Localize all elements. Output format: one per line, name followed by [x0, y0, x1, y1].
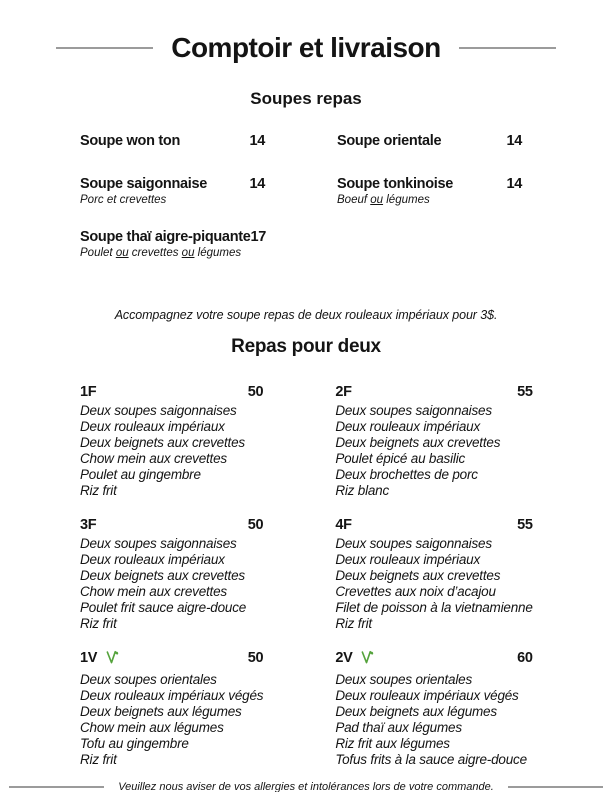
- combo-item: Chow mein aux crevettes: [80, 451, 227, 466]
- soup-item: [80, 229, 265, 260]
- combo-item: Poulet épicé au basilic: [335, 451, 466, 466]
- soup-item-row: [80, 133, 265, 149]
- combo-item: Deux beignets aux crevettes: [335, 568, 501, 583]
- soup-price: 14: [249, 176, 265, 192]
- combo-item: Deux beignets aux crevettes: [80, 568, 245, 583]
- combo-item: Deux rouleaux impériaux: [80, 419, 225, 434]
- combo-item: Deux soupes saigonnaises: [80, 403, 237, 418]
- combo-item: Filet de poisson à la vietnamienne: [335, 600, 533, 615]
- combo-item: Pad thaï aux légumes: [335, 720, 462, 735]
- combo-block-2v: [335, 650, 532, 768]
- soup-name: Soupe won ton: [80, 133, 181, 149]
- combo-item: Deux soupes orientales: [80, 672, 217, 687]
- combo-code: 4F: [335, 517, 352, 533]
- combo-item: Riz blanc: [335, 483, 390, 498]
- combo-header: [335, 384, 532, 401]
- soups-grid: [0, 133, 612, 282]
- combo-item: Deux soupes saigonnaises: [335, 403, 492, 418]
- combo-item: Deux beignets aux légumes: [335, 704, 497, 719]
- veg-sprout-icon: [104, 649, 119, 670]
- combo-code-wrap: [80, 650, 119, 670]
- combo-price: 55: [517, 384, 533, 400]
- soup-name: Soupe thaï aigre-piquante: [80, 229, 251, 245]
- soup-price: 17: [250, 229, 267, 245]
- soup-description: Poulet ou crevettes ou légumes: [80, 247, 242, 259]
- combo-item: Deux rouleaux impériaux: [80, 552, 225, 567]
- veg-sprout-icon: [359, 649, 374, 670]
- combo-price: 60: [517, 650, 533, 666]
- combo-item: Deux rouleaux impériaux: [335, 552, 481, 567]
- combo-code: 2F: [335, 384, 352, 400]
- combo-code: 1F: [80, 384, 97, 400]
- combo-item: Deux brochettes de porc: [335, 467, 478, 482]
- combo-block-4f: [335, 517, 532, 632]
- combo-code-wrap: [80, 384, 96, 401]
- combo-header: [335, 650, 532, 670]
- combo-item: Deux beignets aux crevettes: [80, 435, 245, 450]
- combo-item: Riz frit aux légumes: [335, 736, 450, 751]
- combo-item: Deux rouleaux impériaux végés: [80, 688, 264, 703]
- combo-item: Riz frit: [80, 752, 117, 767]
- combo-block-2f: [335, 384, 532, 499]
- combos-section-heading: Repas pour deux: [231, 336, 381, 357]
- combos-grid: [0, 384, 612, 768]
- combo-price: 50: [247, 650, 264, 666]
- soup-name: Soupe saigonnaise: [80, 176, 208, 192]
- soup-description: Porc et crevettes: [80, 194, 167, 206]
- combo-header: [80, 650, 263, 670]
- soup-item-row: [80, 229, 265, 245]
- combo-block-1f: [80, 384, 263, 499]
- combo-code: 1V: [80, 650, 98, 666]
- soup-price: 14: [249, 133, 265, 149]
- combo-item: Deux beignets aux légumes: [80, 704, 242, 719]
- combo-code: 3F: [80, 517, 97, 533]
- combo-item: Tofu au gingembre: [80, 736, 189, 751]
- combo-item: Deux rouleaux impériaux végés: [335, 688, 519, 703]
- soup-item-row: [80, 176, 265, 192]
- combo-item: Riz frit: [80, 616, 117, 631]
- soup-item-row: [337, 133, 522, 149]
- combo-header: [335, 517, 532, 534]
- soup-item: [337, 133, 522, 149]
- soup-item: [80, 133, 265, 149]
- soups-column-1: [80, 133, 265, 282]
- menu-header: [0, 0, 612, 64]
- header-rule-left: [56, 47, 153, 49]
- soups-section-heading: Soupes repas: [250, 89, 362, 108]
- combo-item: Chow mein aux légumes: [80, 720, 224, 735]
- combo-code-wrap: [335, 517, 351, 534]
- menu-footer: [0, 781, 612, 792]
- soup-item: [337, 176, 522, 207]
- soup-price: 14: [506, 176, 522, 192]
- soup-item: [80, 176, 265, 207]
- combo-code: 2V: [335, 650, 353, 666]
- combo-block-1v: [80, 650, 263, 768]
- combo-item: Deux soupes saigonnaises: [335, 536, 492, 551]
- page-title: Comptoir et livraison: [171, 32, 441, 63]
- soups-column-2: [337, 133, 522, 282]
- combo-price: 50: [247, 517, 264, 533]
- soup-name: Soupe tonkinoise: [337, 176, 454, 192]
- combo-price: 55: [517, 517, 533, 533]
- combo-item: Riz frit: [335, 616, 372, 631]
- combo-block-3f: [80, 517, 263, 632]
- combo-item: Deux rouleaux impériaux: [335, 419, 481, 434]
- combo-item: Poulet au gingembre: [80, 467, 201, 482]
- soup-description: Boeuf ou légumes: [337, 194, 430, 206]
- soup-name: Soupe orientale: [337, 133, 442, 149]
- combo-item: Deux beignets aux crevettes: [335, 435, 501, 450]
- combo-header: [80, 517, 263, 534]
- combo-code-wrap: [335, 650, 374, 670]
- combo-item: Deux soupes saigonnaises: [80, 536, 237, 551]
- combo-code-wrap: [80, 517, 96, 534]
- footer-note: Veuillez nous aviser de vos allergies et intolérances lors de votre commande.: [118, 781, 494, 792]
- soup-price: 14: [506, 133, 522, 149]
- combo-code-wrap: [335, 384, 351, 401]
- header-rule-right: [459, 47, 556, 49]
- combo-item: Riz frit: [80, 483, 117, 498]
- footer-rule-left: [9, 786, 104, 788]
- combo-item: Deux soupes orientales: [335, 672, 472, 687]
- soups-note: Accompagnez votre soupe repas de deux rouleaux impériaux pour 3$.: [114, 308, 498, 322]
- soup-item-row: [337, 176, 522, 192]
- combo-item: Crevettes aux noix d’acajou: [335, 584, 496, 599]
- combo-item: Chow mein aux crevettes: [80, 584, 227, 599]
- combo-item: Poulet frit sauce aigre-douce: [80, 600, 247, 615]
- combo-price: 50: [247, 384, 264, 400]
- footer-rule-right: [508, 786, 603, 788]
- combo-header: [80, 384, 263, 401]
- combo-item: Tofus frits à la sauce aigre-douce: [335, 752, 527, 767]
